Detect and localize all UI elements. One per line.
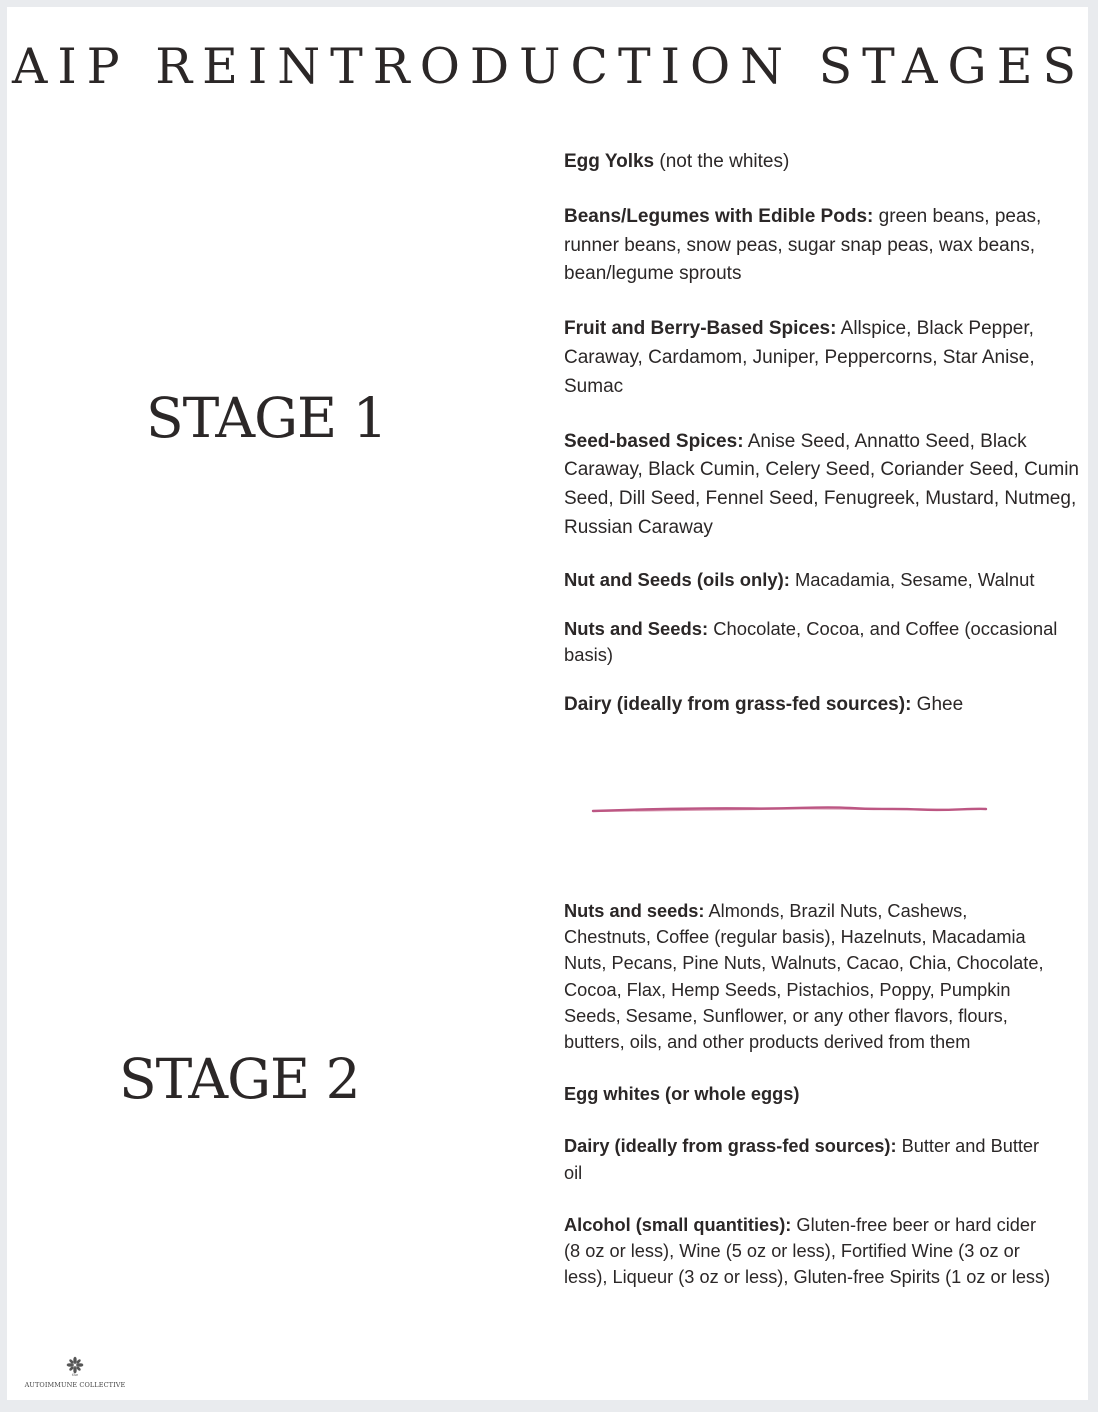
item-text: green beans, peas, runner beans, snow peas, sugar snap peas, wax beans, bean/legume sprouts — [564, 205, 1042, 285]
autoimmune-collective-logo — [24, 1352, 126, 1392]
stage-1-item-seed-spices — [564, 428, 1079, 543]
stage-1-item-beans-legumes — [564, 203, 1079, 289]
item-text: Butter and Butter oil — [564, 1136, 1040, 1183]
stage-2-item-egg-whites — [564, 1081, 1052, 1107]
item-text: (not the whites) — [654, 151, 790, 172]
item-text: Almonds, Brazil Nuts, Cashews, Chestnuts, Coffee (regular basis), Hazelnuts, Macadamia Nuts, Pecans, Pine Nuts, Walnuts, Cacao, Chia, Chocolate, Cocoa, Flax, Hemp Seeds, Pistachios, Poppy, Pumpkin Seeds, Sesame, Sunflower, or any other flavors, flours, butters, oils, and other products derived from them — [564, 901, 1044, 1053]
item-text: Ghee — [911, 693, 964, 715]
item-label: Dairy (ideally from grass-fed sources): — [564, 693, 912, 715]
logo-caption: AUTOIMMUNE COLLECTIVE — [24, 1381, 126, 1389]
item-label: Nut and Seeds (oils only): — [564, 568, 790, 590]
stage-2-item-nuts-seeds — [564, 898, 1052, 1055]
page-title: AIP REINTRODUCTION STAGES — [11, 38, 1087, 95]
stage-1-item-dairy — [564, 691, 1079, 720]
item-label: Egg Yolks — [564, 151, 655, 172]
item-text: Gluten-free beer or hard cider (8 oz or less), Wine (5 oz or less), Fortified Wine (3 oz or less), Liqueur (3 oz or less), Gluten-free Spirits (1 oz or less) — [564, 1214, 1051, 1288]
brush-stroke-divider — [590, 800, 990, 820]
item-label: Egg whites (or whole eggs) — [564, 1084, 800, 1105]
item-label: Seed-based Spices: — [564, 430, 744, 452]
item-label: Nuts and seeds: — [564, 901, 705, 921]
logo-the-text: the — [71, 1372, 79, 1377]
item-label: Nuts and Seeds: — [564, 617, 709, 639]
stage-1-list — [564, 148, 1079, 719]
stage-1-heading: STAGE 1 — [146, 386, 387, 450]
stage-2-item-dairy — [564, 1133, 1052, 1185]
item-text: Allspice, Black Pepper, Caraway, Cardamom, Juniper, Peppercorns, Star Anise, Sumac — [564, 318, 1035, 397]
stage-2-list — [564, 898, 1052, 1290]
stage-2-heading: STAGE 2 — [119, 1047, 360, 1111]
stage-1-item-egg-yolks — [564, 148, 1079, 177]
item-label: Fruit and Berry-Based Spices: — [564, 318, 837, 340]
item-text: Anise Seed, Annatto Seed, Black Caraway, Black Cumin, Celery Seed, Coriander Seed, Cumin Seed, Dill Seed, Fennel Seed, Fenugreek, Mustard, Nutmeg, Russian Caraway — [564, 430, 1079, 538]
stage-2-item-alcohol — [564, 1212, 1052, 1291]
item-label: Alcohol (small quantities): — [564, 1214, 792, 1235]
stage-1-item-nuts-seeds — [564, 616, 1079, 668]
stage-1-item-fruit-spices — [564, 315, 1079, 401]
item-text: Macadamia, Sesame, Walnut — [789, 568, 1035, 590]
item-text: Chocolate, Cocoa, and Coffee (occasional basis) — [564, 617, 1058, 665]
stage-1-item-nut-oils — [564, 566, 1079, 595]
item-label: Dairy (ideally from grass-fed sources): — [564, 1136, 897, 1157]
item-label: Beans/Legumes with Edible Pods: — [564, 205, 874, 227]
